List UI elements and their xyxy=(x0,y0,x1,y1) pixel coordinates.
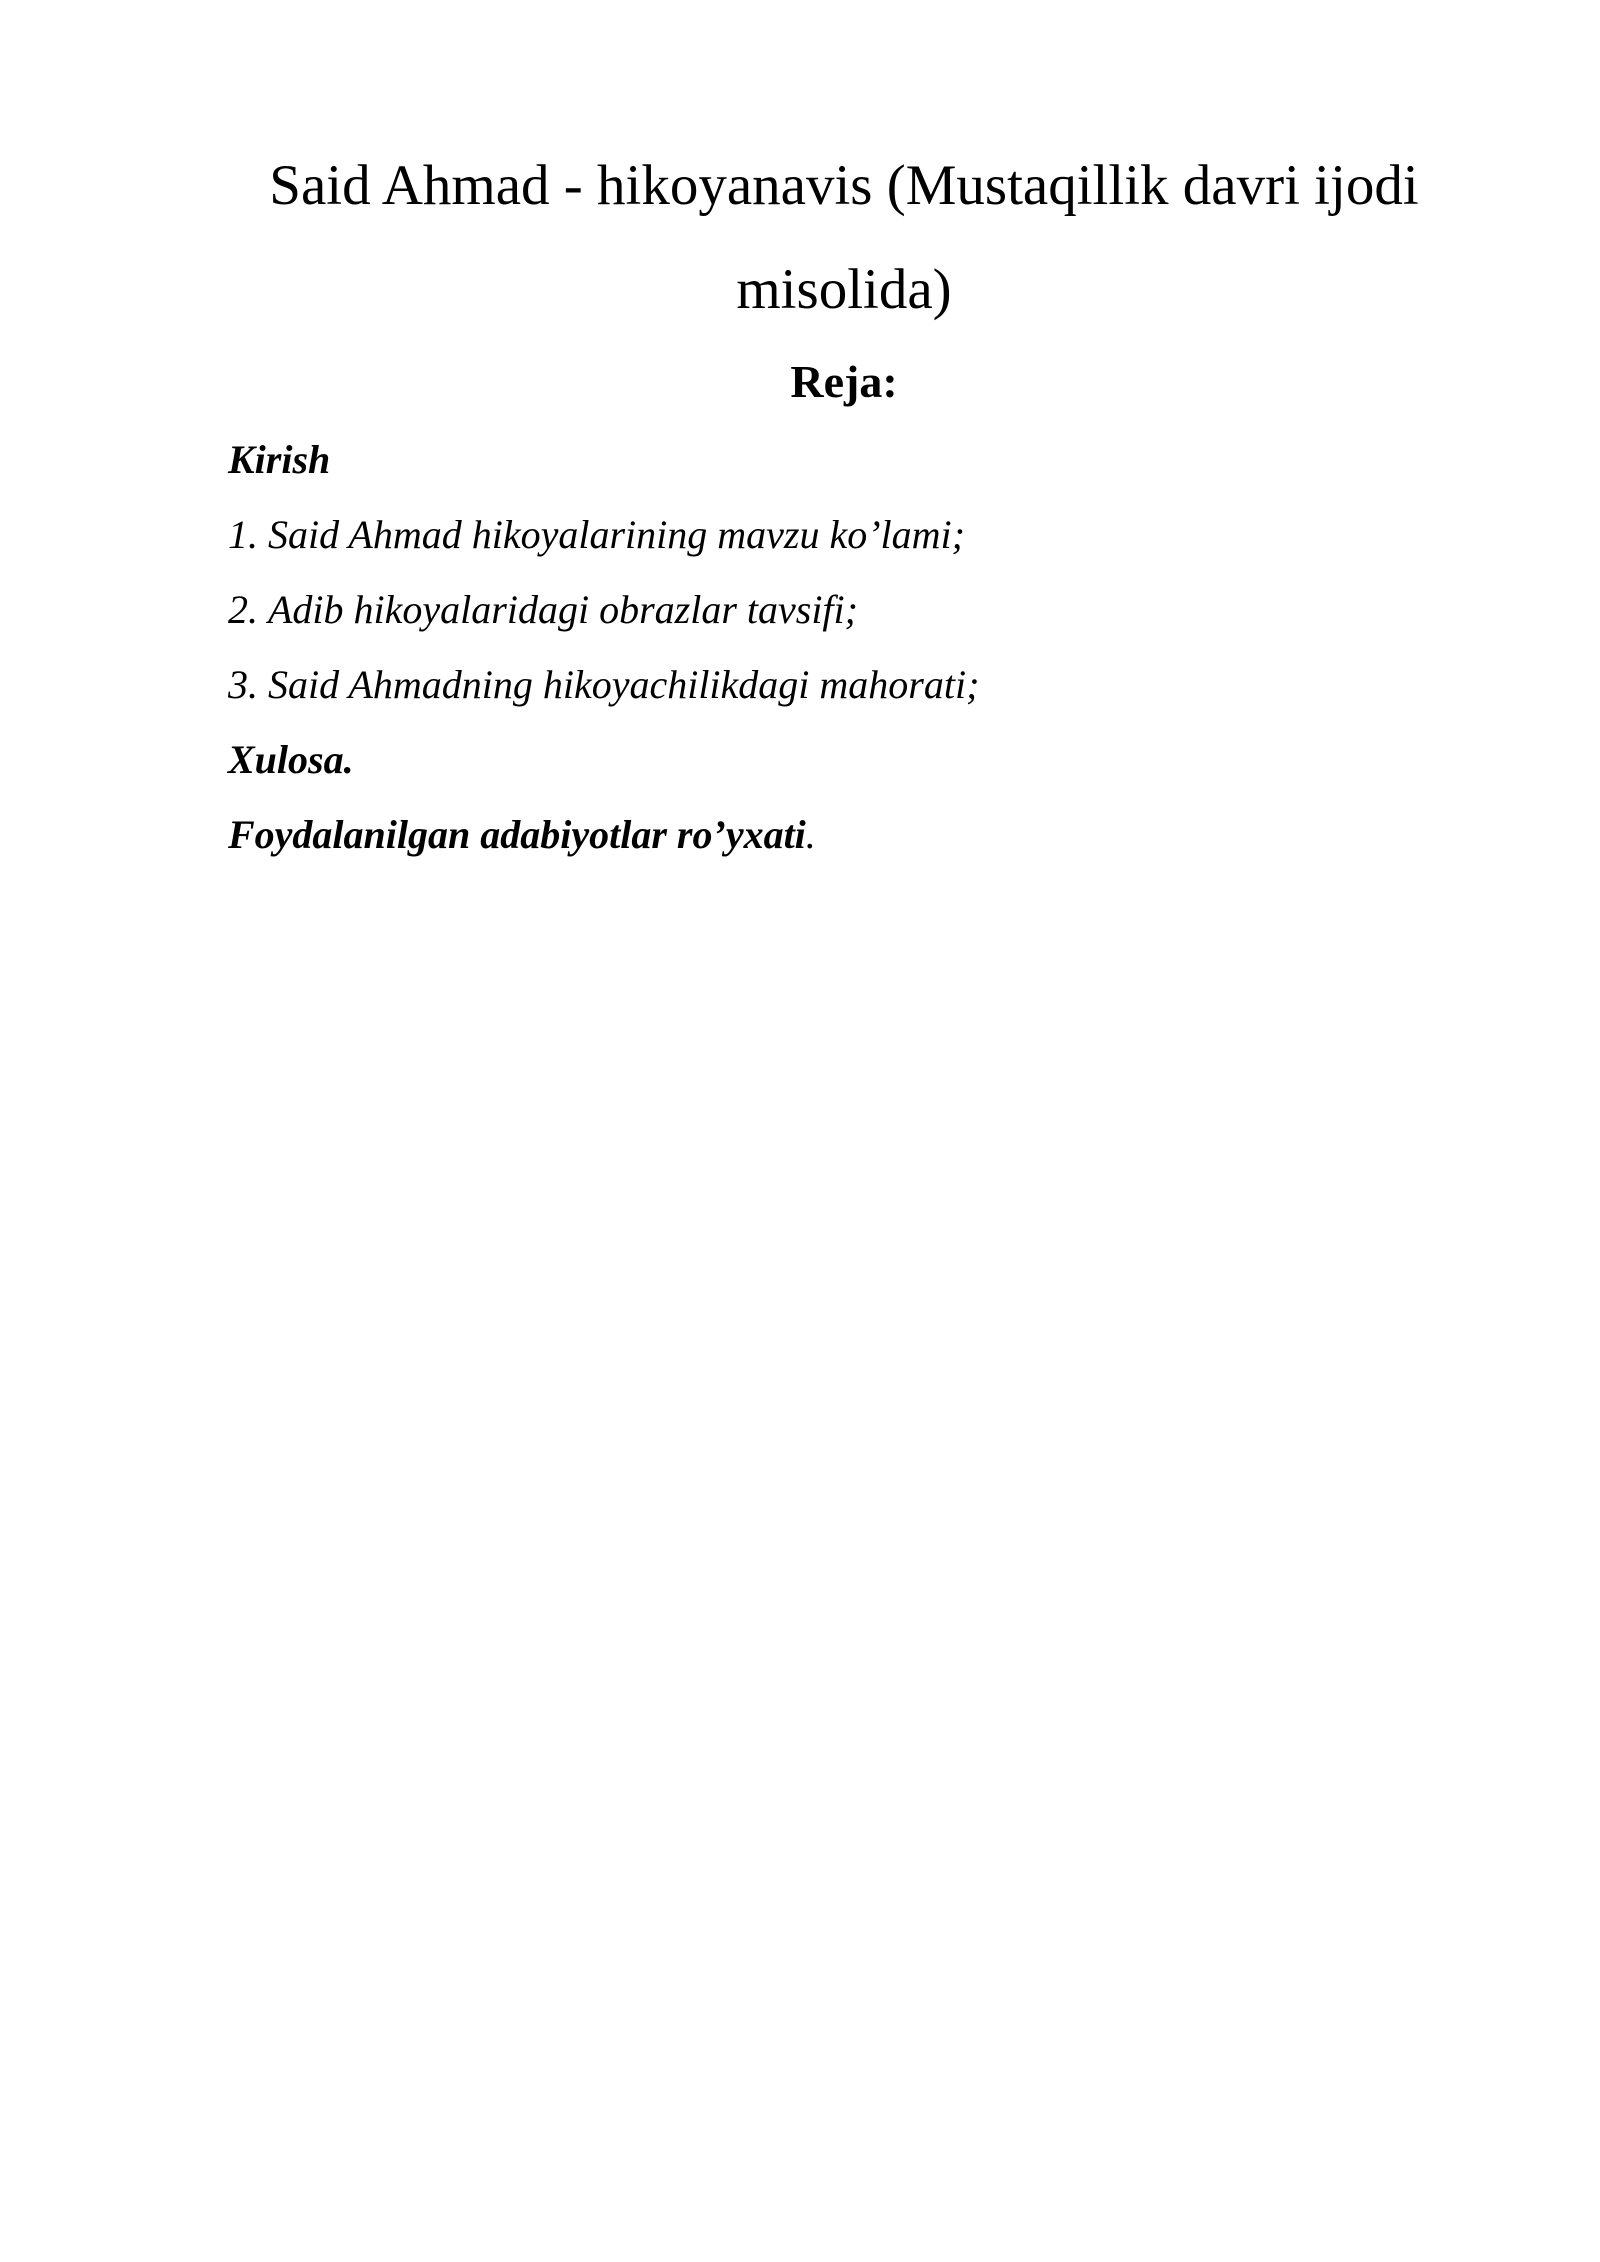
plan-item-number: 3. xyxy=(228,662,258,707)
title-line-1: Said Ahmad - hikoyanavis (Mustaqillik davri ijodi xyxy=(269,154,1419,217)
plan-item-text: Said Ahmadning hikoyachilikdagi mahorati; xyxy=(268,662,980,707)
plan-item-3 xyxy=(228,659,979,711)
document-title xyxy=(228,134,1460,342)
plan-heading: Reja: xyxy=(790,356,898,407)
references-suffix: . xyxy=(805,812,816,857)
plan-item-1 xyxy=(228,509,965,561)
plan-item-2 xyxy=(228,584,858,636)
references-item xyxy=(228,809,816,861)
conclusion-item: Xulosa. xyxy=(228,737,354,782)
plan-item-number: 1. xyxy=(228,512,258,557)
references-text: Foydalanilgan adabiyotlar ro’yxati xyxy=(228,812,806,857)
plan-item-number: 2. xyxy=(228,587,258,632)
plan-item-text: Adib hikoyalaridagi obrazlar tavsifi; xyxy=(268,587,858,632)
plan-item-text: Said Ahmad hikoyalarining mavzu ko’lami; xyxy=(268,512,965,557)
title-line-2: misolida) xyxy=(736,258,952,321)
intro-item: Kirish xyxy=(228,437,331,482)
